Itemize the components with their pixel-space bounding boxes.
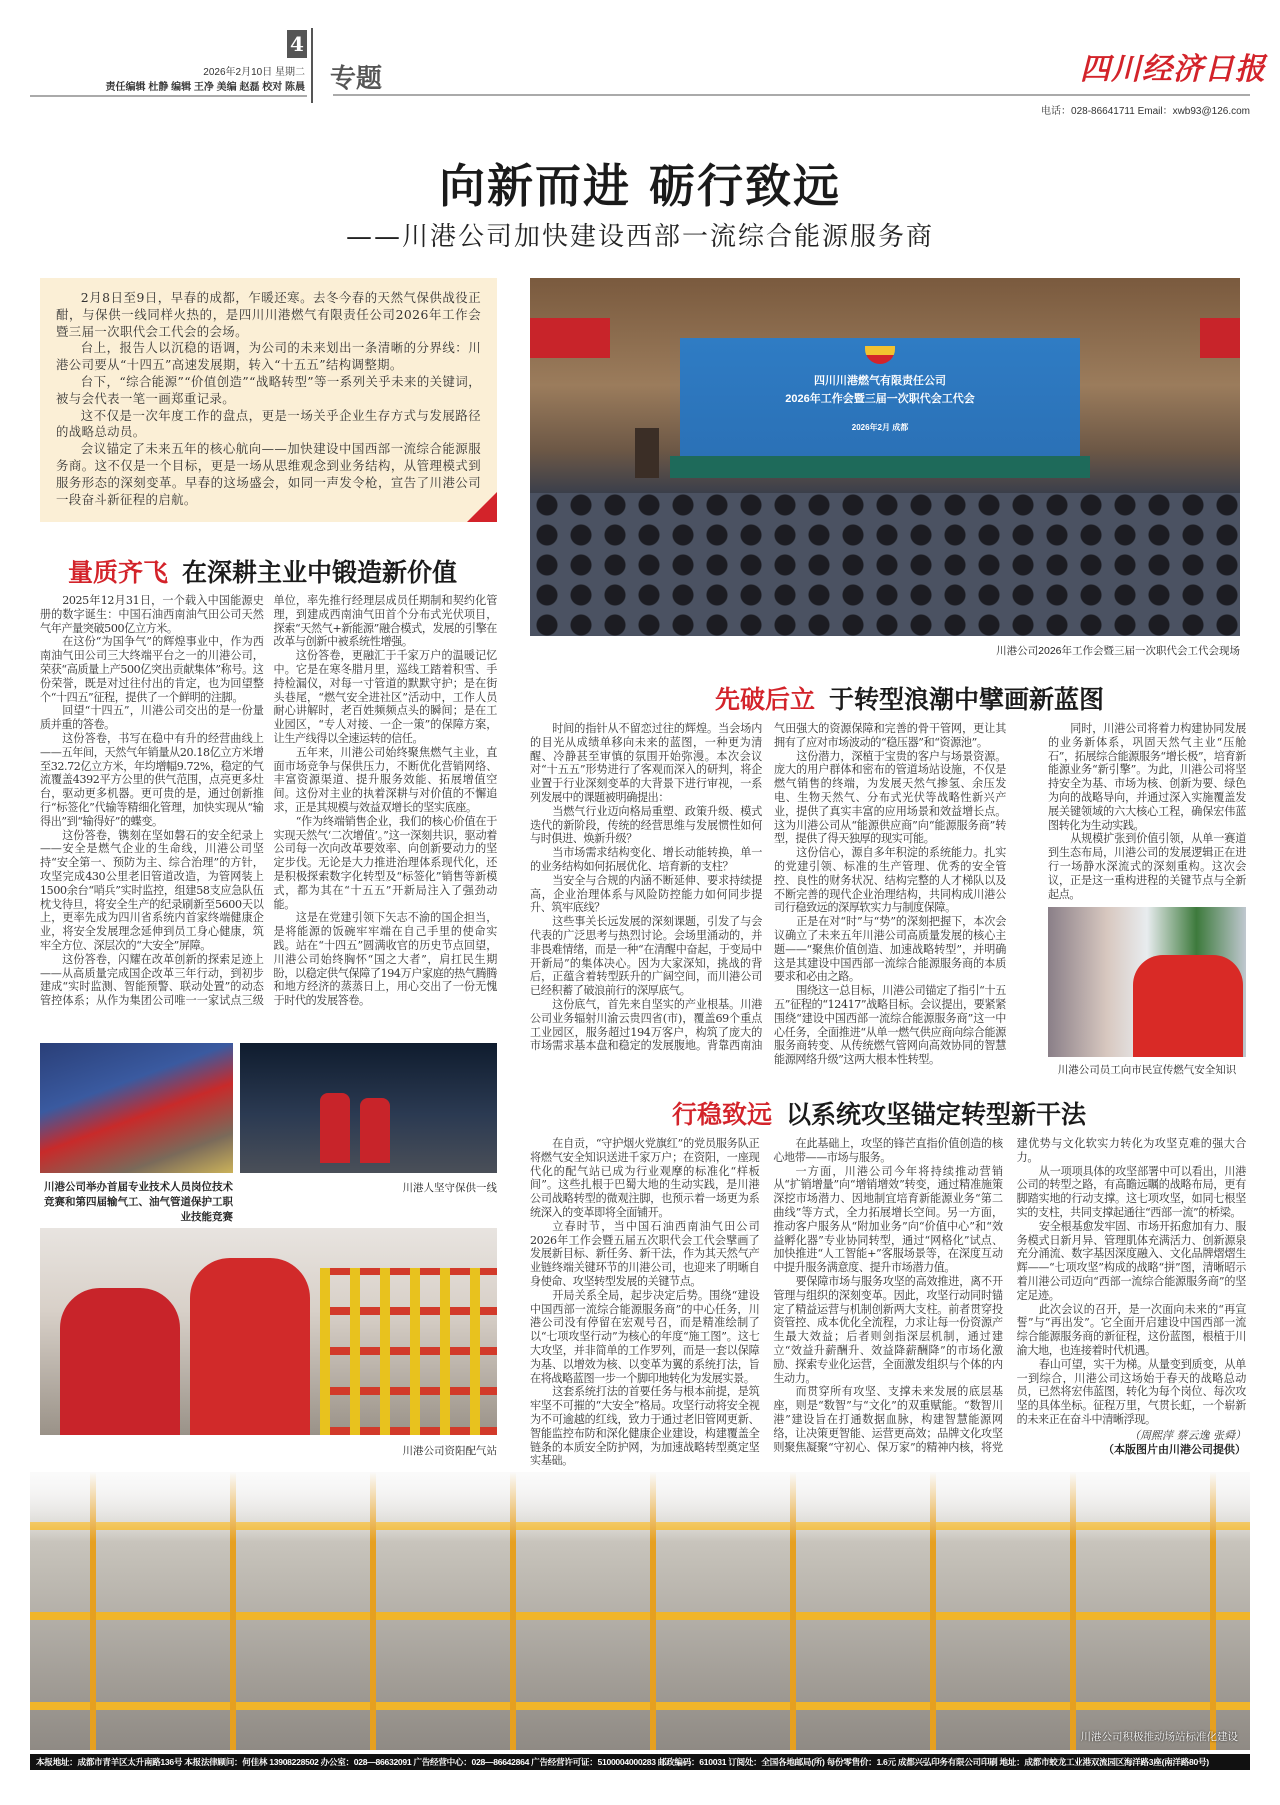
photo-frontline-caption: 川港人坚守保供一线	[402, 1182, 497, 1194]
paragraph: 2025年12月31日，一个载入中国能源史册的数字诞生：中国石油西南油气田公司天然气年产量突破500亿立方米。	[40, 594, 264, 635]
audience	[530, 493, 1240, 636]
photo-ziyang-station	[40, 1228, 497, 1435]
red-banner-right	[1200, 318, 1240, 358]
photo-frontline	[240, 1043, 497, 1173]
paragraph: 回望“十四五”，川港公司交出的是一份量质并重的答卷。	[40, 704, 264, 732]
section3-body	[530, 1137, 1246, 1468]
newspaper-logo: 四川经济日报	[1080, 52, 1266, 87]
column-name: 专题	[330, 64, 383, 94]
main-photo-conference	[530, 278, 1240, 636]
photo-safety-caption: 川港公司员工向市民宣传燃气安全知识	[1057, 1064, 1237, 1076]
paragraph: 2月8日至9日，早春的成都，乍暖还寒。去冬今春的天然气保供战役正酣，与保供一线同样火热的，是四川川港燃气有限责任公司2026年工作会暨三届一次职代会工代会的会场。	[56, 290, 481, 339]
paragraph: “作为终端销售企业，我们的核心价值在于实现天然气‘二次增值’。”这一深刻共识，驱动着公司每一次向改革要效率、向创新要动力的坚定步伐。无论是大力推进治理体系现代化，还是积极探索数字化转型及“标签化”销售等新模式，都为其在“十五五”开新局注入了强劲动能。	[273, 814, 497, 911]
main-photo-caption: 川港公司2026年工作会暨三届一次职代会工代会现场	[996, 645, 1240, 657]
editors-credit: 责任编辑 杜静 编辑 王净 美编 赵磊 校对 陈晨	[105, 82, 305, 93]
pipeline-valves	[320, 1268, 497, 1435]
section3-tag: 行稳致远	[672, 1100, 773, 1129]
paragraph: 此次会议的召开，是一次面向未来的“再宣誓”与“再出发”。它全面开启建设中国西部一流综合能源服务商的新征程，这份蓝图，根植于川渝大地，也连接着时代机遇。	[1016, 1302, 1246, 1357]
paragraph: 安全根基愈发牢固、市场开拓愈加有力、服务模式日新月异、管理肌体充满活力、创新源泉充分涌流、数字基因深度融入、文化品牌熠熠生辉——“七项攻坚”构成的战略“拼”图，清晰昭示着川港公司迈向“西部一流综合能源服务商”的坚定足迹。	[1016, 1219, 1246, 1302]
issue-date: 2026年2月10日 星期二	[203, 67, 305, 78]
page-number: 4	[287, 30, 307, 58]
paragraph: 这份答卷，镌刻在坚如磐石的安全纪录上——安全是燃气企业的生命线，川港公司坚持“安全第一、预防为主、综合治理”的方针，攻坚完成430公里老旧管道改造，为管网装上1500余台“哨兵”实时监控，组建58支应急队伍枕戈待旦，将安全生产的纪录刷新至5600天以上，更率先成为四川省系统内首家终端健康企业，将安全发展理念延伸到员工身心健康，筑牢全方位、深层次的“大安全”屏障。	[40, 828, 264, 952]
paragraph: 要保障市场与服务攻坚的高效推进，离不开管理与组织的深刻变革。因此，攻坚行动同时锚定了精益运营与机制创新两大支柱。前者贯穿投资管控、成本优化全流程，力求让每一份资源产生最大效益；后者则剑指深层机制，通过建立“效益升薪酬升、效益降薪酬降”的市场化激励、探索专业化运营，全面激发组织与个体的内生动力。	[773, 1274, 1003, 1385]
presidium-table	[670, 456, 1090, 478]
footer-bar: 本报地址：成都市青羊区太升南路136号 本报法律顾问：何佳林 13908228502 办公室：028—86632091 广告经营中心：028—86642864 广告经营许可证：5100004000283 邮政编码：610031 订阅处：全国各地邮局(所) 每份零售价：1.6元 成都兴弘印务有限公司印刷 地址：成都市蛟龙工业港双流园区海洋路3座(南洋路80号)	[30, 1754, 1250, 1770]
divider	[30, 95, 307, 97]
paragraph: 而贯穿所有攻坚、支撑未来发展的底层基座，则是“数智”与“文化”的双重赋能。“数智川港”建设旨在打通数据血脉，构建智慧能源网络，让决策更智能、运营更高效；品牌文化攻坚则聚焦凝聚“守初心、保万家”的精神内核，将党建优势与文化软实力转化为攻坚克难的强大合力。	[773, 1137, 1246, 1454]
screen-line-2: 2026年工作会暨三届一次职代会工代会	[785, 393, 975, 405]
section2-title: 于转型浪潮中擘画新蓝图	[829, 685, 1105, 714]
worker-figure	[190, 1258, 310, 1435]
paragraph: 当安全与合规的内涵不断延伸、要求持续提高，企业治理体系与风险防控能力如何同步提升、筑牢底线？	[530, 873, 762, 915]
byline: （周熙萍 蔡云逸 张舜）	[1128, 1428, 1246, 1442]
paragraph: 台上，报告人以沉稳的语调，为公司的未来划出一条清晰的分界线：川港公司要从“十四五”高速发展期，转入“十五五”结构调整期。	[56, 340, 481, 373]
paragraph: 当市场需求结构变化、增长动能转换，单一的业务结构如何拓展优化、培育新的支柱？	[530, 846, 762, 873]
company-logo-icon	[865, 346, 895, 364]
paragraph: 这份答卷，书写在稳中有升的经营曲线上——五年间，天然气年销量从20.18亿立方米增至32.72亿立方米，年均增幅9.72%，稳定的气流覆盖4392平方公里的供气范围，点亮更多灶台，驱动更多机器。更可贵的是，通过创新推行“标签化”代输等精细化管理，加快实现从“输得出”到“输得好”的蝶变。	[40, 731, 264, 828]
section2-body	[530, 722, 1006, 1067]
divider	[333, 94, 1250, 96]
paragraph: 台下，“综合能源”“价值创造”“战略转型”等一系列关乎未来的关键词，被与会代表一笔一画郑重记录。	[56, 373, 481, 406]
corner-decoration	[467, 492, 497, 522]
worker-figure	[360, 1098, 390, 1163]
paragraph: 在此基础上，攻坚的锋芒直指价值创造的核心地带——市场与服务。	[773, 1137, 1003, 1164]
photo-credit: （本版图片由川港公司提供）	[1102, 1442, 1246, 1456]
photo-safety-promotion	[1048, 907, 1246, 1057]
bottom-photo-caption: 川港公司积极推动场站标准化建设	[1080, 1731, 1238, 1743]
paragraph: 正是在对“时”与“势”的深刻把握下，本次会议确立了未来五年川港公司高质量发展的核心主题——“聚焦价值创造、加速战略转型”，并明确这是其建设中国西部一流综合能源服务商的本质要求和必由之路。	[774, 915, 1006, 984]
photo-station-standardization	[30, 1472, 1250, 1750]
paragraph: 这不仅是一次年度工作的盘点，更是一场关乎企业生存方式与发展路径的战略总动员。	[56, 407, 481, 440]
paragraph: 这份答卷，闪耀在改革创新的探索足迹上——从高质量完成国企改革三年行动，到初步建成“实时监测、智能预警、联动处置”的动态管控体系；从作为集团公司唯一一家试点三级单位，率先推行经理层成员任期制和契约化管理，到建成西南油气田首个分布式光伏项目，探索“天然气+新能源”融合模式，发展的引擎在改革与创新中被系统性增强。	[40, 594, 497, 1008]
intro-text	[56, 290, 481, 508]
divider	[311, 28, 313, 103]
intro-box	[40, 278, 497, 522]
paragraph: 会议锚定了未来五年的核心航向——加快建设中国西部一流综合能源服务商。这不仅是一个目标，更是一场从思维观念到业务结构，从管理模式到服务形态的深刻变革。早春的这场盛会，如同一声发令枪，宣告了川港公司一段奋斗新征程的启航。	[56, 441, 481, 507]
paragraph: 从一项项具体的攻坚部署中可以看出，川港公司的转型之路，有高瞻远瞩的战略布局，更有脚踏实地的行动支撑。这七项攻坚，如同七根坚实的支柱，共同支撑起通往“西部一流”的桥梁。	[1016, 1164, 1246, 1219]
screen-line-3: 2026年2月 成都	[851, 423, 909, 432]
paragraph: 这份潜力，深植于宝贵的客户与场景资源。庞大的用户群体和密布的管道场站设施，不仅是燃气销售的终端，为发展天然气掺氢、余压发电、生物天然气、分布式光伏等战略性新兴产业，提供了真实丰富的应用场景和效益增长点。这为川港公司从“能源供应商”向“能源服务商”转型，提供了得天独厚的现实可能。	[774, 749, 1006, 846]
paragraph: 在这份“为国争气”的辉煌事业中，作为西南油气田公司三大终端平台之一的川港公司，荣获“高质量上产500亿突出贡献集体”称号。这份荣誉，既是对过往付出的肯定，也为回望整个“十四五”征程，提供了一个鲜明的注脚。	[40, 635, 264, 704]
stage-screen	[680, 338, 1080, 478]
worker-figure	[320, 1093, 350, 1163]
paragraph: 开局关系全局，起步决定后势。围绕“建设中国西部一流综合能源服务商”的中心任务，川港公司没有停留在宏观号召，而是精准绘制了以“七项攻坚行动”为核心的年度“施工图”。这七大攻坚，并非简单的工作罗列，而是一套以保障为基、以增效为核、以变革为翼的系统打法，旨在将战略蓝图一步一个脚印地转化为发展实景。	[530, 1288, 760, 1385]
sky-fade	[30, 1472, 1250, 1542]
paragraph: 一方面，川港公司今年将持续推动营销从“扩销增量”向“增销增效”转变，通过精准施策深挖市场潜力、因地制宜培育新能源业务“第二曲线”等方式，全力拓展增长空间。另一方面，推动客户服务从“附加业务”向“价值中心”和“效益孵化器”专业协同转型，通过“网格化”试点、加快推进“人工智能+”客服场景等，在深度互动中提升服务满意度、提升市场潜力值。	[773, 1164, 1003, 1275]
paragraph: 五年来，川港公司始终聚焦燃气主业，直面市场竞争与保供压力，不断优化营销网络、丰富资源渠道、提升服务效能、拓展增值空间。这份对主业的执着深耕与对价值的不懈追求，正是其规模与效益双增长的坚实底座。	[273, 745, 497, 814]
contact-info: 电话：028-86641711 Email：xwb93@126.com	[1041, 106, 1250, 117]
paragraph: 这份底气，首先来自坚实的产业根基。川港公司业务辐射川渝云贵四省(市)，覆盖69个重点工业园区，服务超过194万客户，构筑了庞大的市场需求基本盘和稳定的发展腹地。背靠西南油气田强大的资源保障和完善的骨干管网，更让其拥有了应对市场波动的“稳压器”和“资源池”。	[530, 722, 1006, 1053]
paragraph: 当燃气行业迈向格局重塑、政策升级、模式迭代的新阶段，传统的经营思维与发展惯性如何与时俱进、焕新升级？	[530, 804, 762, 846]
paragraph: 这份信心，源自多年积淀的系统能力。扎实的党建引领、标准的生产管理、优秀的安全管控、良性的财务状况、结构完整的人才梯队以及不断完善的现代企业治理结构，共同构成川港公司行稳致远的深厚软实力与制度保障。	[774, 846, 1006, 915]
paragraph: 这套系统打法的首要任务与根本前提，是筑牢坚不可摧的“大安全”格局。攻坚行动将安全视为不可逾越的红线，致力于通过老旧管网更新、智能监控布防和深化健康企业建设，构建覆盖全链条的本质安全防护网，为加速战略转型奠定坚实基础。	[530, 1385, 760, 1468]
section1-heading	[68, 553, 457, 589]
section1-title: 在深耕主业中锻造新价值	[182, 558, 458, 587]
section3-paragraphs	[530, 1137, 1246, 1468]
section3-title: 以系统攻坚锚定转型新干法	[786, 1100, 1087, 1129]
paragraph: 这是在党建引领下矢志不渝的国企担当，是将能源的饭碗牢牢端在自己手里的使命实践。站在“十四五”圆满收官的历史节点回望，川港公司始终胸怀“国之大者”，肩扛民生期盼，以稳定供气保障了194万户家庭的热气腾腾和地方经济的蒸蒸日上，用心交出了一份无愧于时代的发展答卷。	[273, 911, 497, 1008]
paragraph: 时间的指针从不留恋过往的辉煌。当会场内的目光从成绩单移向未来的蓝图，一种更为清醒、冷静甚至审慎的氛围开始弥漫。本次会议对“十五五”形势进行了客观而深入的研判，将企业置于行业深刻变革的大背景下进行审视，一系列发展中的课题被明确提出：	[530, 722, 762, 804]
paragraph: 春山可望，实干为梯。从量变到质变，从单一到综合，川港公司这场始于春天的战略总动员，已然将宏伟蓝图，转化为每个岗位、每次攻坚的具体坐标。征程万里，气贯长虹，一个崭新的未来正在奋斗中清晰浮现。	[1016, 1357, 1246, 1426]
paragraph: 从规模扩张到价值引领，从单一赛道到生态布局，川港公司的发展逻辑正在进行一场静水深流式的深刻重构。这次会议，正是这一重构进程的关键节点与全新起点。	[1048, 832, 1246, 901]
page-subtitle: ——川港公司加快建设西部一流综合能源服务商	[345, 222, 934, 252]
red-banner-left	[530, 318, 610, 358]
worker-figure	[60, 1288, 180, 1435]
section2-heading	[715, 680, 1104, 716]
section2-side-body	[1048, 722, 1246, 901]
section3-heading	[672, 1095, 1086, 1131]
section1-tag: 量质齐飞	[68, 558, 169, 587]
podium	[635, 428, 659, 478]
staff-figure	[1133, 955, 1243, 1057]
paragraph: 立春时节，当中国石油西南油气田公司2026年工作会暨五届五次职代会工代会擘画了发展新目标、新任务、新干法，作为其天然气产业链终端关键环节的川港公司，也迎来了明晰自身使命、攻坚转型发展的关键节点。	[530, 1219, 760, 1288]
paragraph: 这些事关长远发展的深刻课题，引发了与会代表的广泛思考与热烈讨论。会场里涌动的，并非畏难情绪，而是一种“在清醒中奋起，于变局中开新局”的集体决心。因为大家深知，挑战的背后，正蕴含着转型跃升的广阔空间，而川港公司已经积蓄了破浪前行的深厚底气。	[530, 915, 762, 998]
section1-body	[40, 594, 497, 1008]
photo-skills-caption: 川港公司举办首届专业技术人员岗位技术竞赛和第四届输气工、油气管道保护工职业技能竞赛	[44, 1181, 233, 1223]
paragraph: 这份答卷，更融汇于千家万户的温暖记忆中。它是在寒冬腊月里，巡线工踏着积雪、手持检漏仪，对每一寸管道的默默守护；是在街头巷尾，“燃气安全进社区”活动中，工作人员耐心讲解时，老百姓频频点头的瞬间；是在工业园区，“专人对接、一企一策”的保障方案，让生产线得以全速运转的信任。	[273, 649, 497, 745]
paragraph: 在自贡，“守护烟火党旗红”的党员服务队正将燃气安全知识送进千家万户；在资阳，一座现代化的配气站已成为行业观摩的标准化“样板间”。这些扎根于巴蜀大地的生动实践，是川港公司战略转型的微观注脚，也预示着一场更为系统深入的变革即将全面铺开。	[530, 1137, 760, 1219]
paragraph: 围绕这一总目标，川港公司锚定了指引“十五五”征程的“12417”战略目标。会议提出，要紧紧围绕“建设中国西部一流综合能源服务商”这一中心任务，全面推进“从单一燃气供应商向综合能源服务商转变、从传统燃气管网向高效协同的智慧能源网络升级”这两大根本性转型。	[774, 984, 1006, 1067]
section2-tag: 先破后立	[715, 685, 816, 714]
photo-skills-competition	[40, 1043, 233, 1173]
paragraph: 同时，川港公司将着力构建协同发展的业务新体系，巩固天然气主业“压舱石”，拓展综合能源服务“增长极”，培育新能源业务“新引擎”。为此，川港公司将坚持安全为基、市场为核、创新为要、绿色为向的战略导向，并通过深入实施覆盖发展关键领域的六大核心工程，确保宏伟蓝图转化为生动实践。	[1048, 722, 1246, 832]
photo-ziyang-caption: 川港公司资阳配气站	[402, 1445, 497, 1457]
screen-line-1: 四川川港燃气有限责任公司	[814, 375, 946, 387]
page-title: 向新而进 砺行致远	[438, 159, 841, 213]
